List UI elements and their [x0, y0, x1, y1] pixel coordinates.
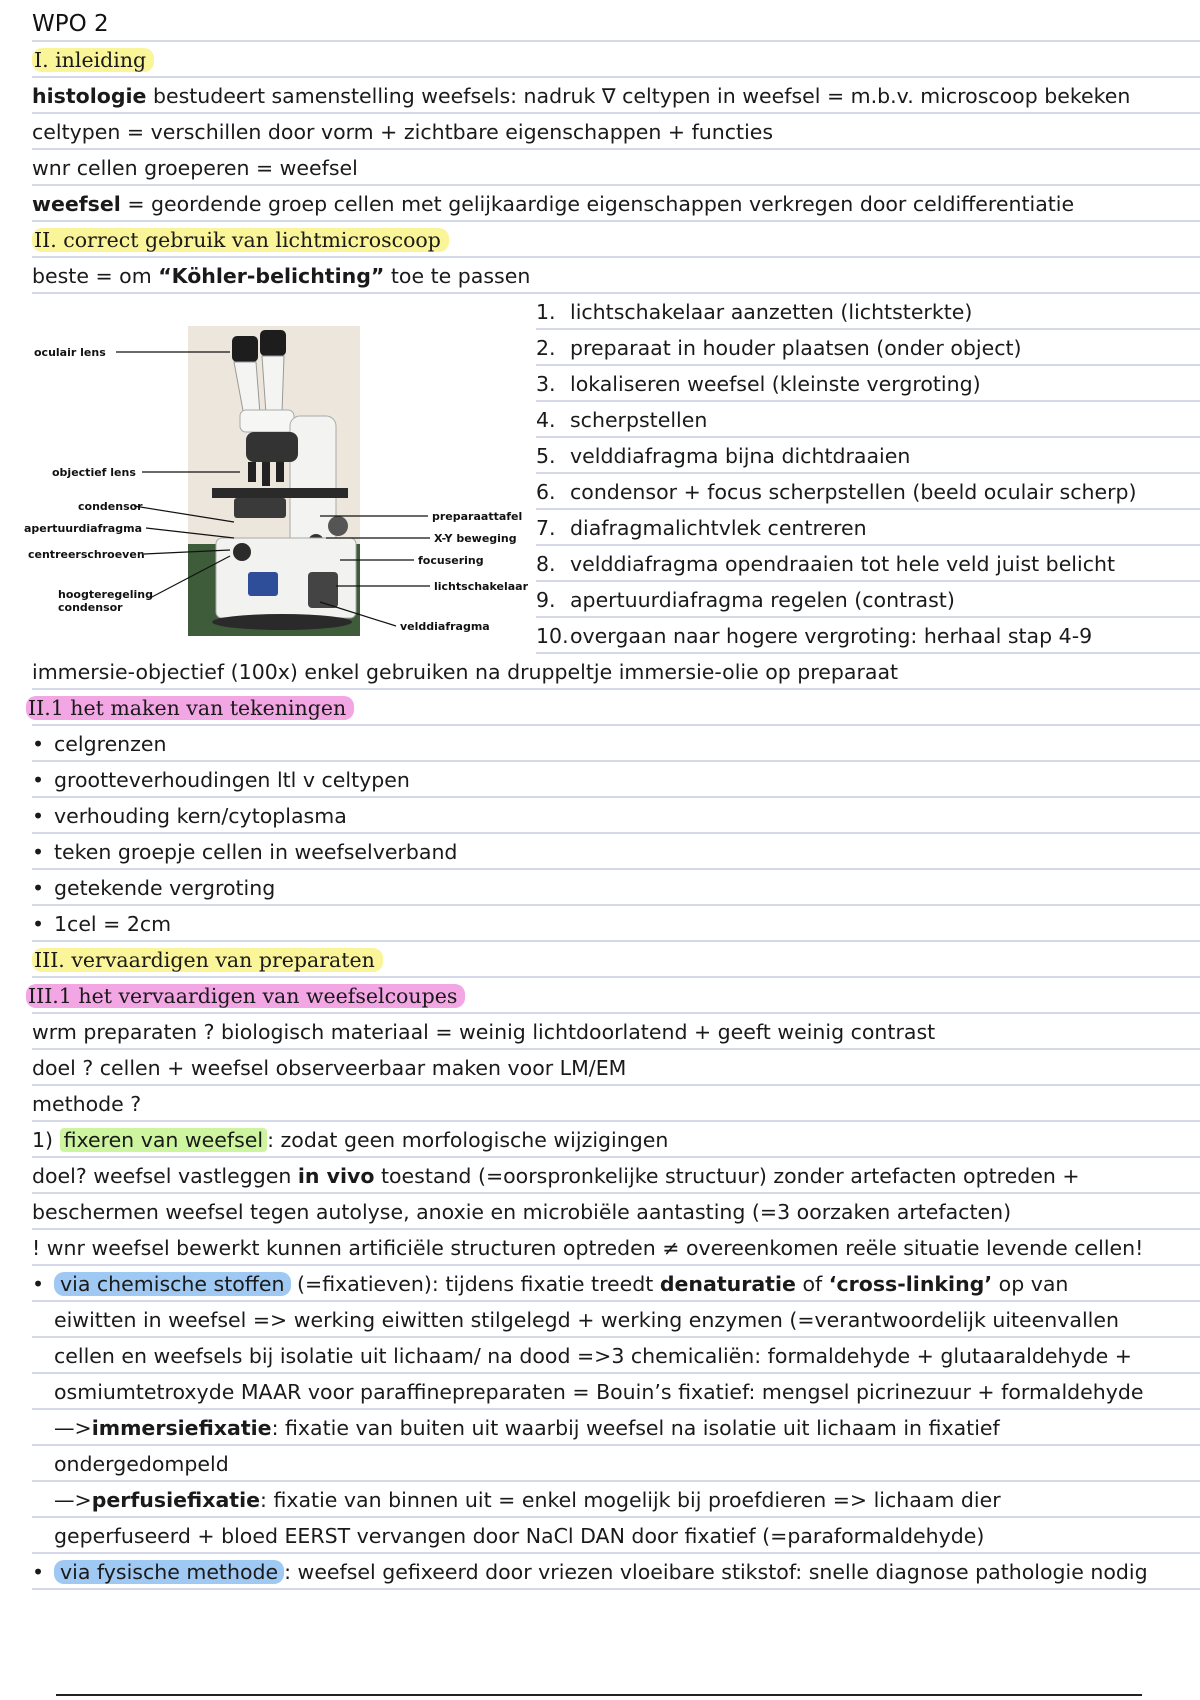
- term-chemisch: via chemische stoffen: [54, 1272, 291, 1296]
- step-text: velddiafragma opendraaien tot hele veld juist belicht: [570, 552, 1116, 576]
- heading-highlight: III.1 het vervaardigen van weefselcoupes: [26, 984, 465, 1008]
- step-text: diafragmalichtvlek centreren: [570, 516, 867, 540]
- list-item: [32, 834, 1200, 870]
- text-line: osmiumtetroxyde MAAR voor paraffinepreparaten = Bouin’s fixatief: mengsel picrinezuur + formaldehyde: [32, 1374, 1200, 1410]
- bullet-icon: •: [32, 912, 45, 936]
- text-line: cellen en weefsels bij isolatie uit lichaam/ na dood =>3 chemicaliën: formaldehyde + glutaaraldehyde +: [32, 1338, 1200, 1374]
- term-in-vivo: in vivo: [297, 1164, 375, 1188]
- list-item: [32, 726, 1200, 762]
- step-5: [536, 438, 1200, 474]
- step-text: condensor + focus scherpstellen (beeld oculair scherp): [570, 480, 1137, 504]
- step-number: 10.: [536, 624, 569, 648]
- bullet-icon: •: [32, 1272, 45, 1296]
- list-text: grootteverhoudingen ltl v celtypen: [54, 768, 410, 792]
- section-heading-3: [32, 942, 1200, 978]
- text-span: beste = om: [32, 264, 159, 288]
- label-hoogte-1: hoogteregeling: [58, 588, 154, 601]
- text-line: [32, 1158, 1200, 1194]
- label-xy: X-Y beweging: [434, 532, 517, 545]
- text-span: : weefsel gefixeerd door vriezen vloeibare stikstof: snelle diagnose pathologie nodig: [284, 1560, 1148, 1584]
- section-heading-2-1: [28, 690, 1200, 726]
- text-span: : fixatie van buiten uit waarbij weefsel na isolatie uit lichaam in fixatief: [271, 1416, 1000, 1440]
- page-title: WPO 2: [32, 6, 1200, 42]
- step-text: overgaan naar hogere vergroting: herhaal stap 4-9: [570, 624, 1093, 648]
- step-4: [536, 402, 1200, 438]
- bullet-icon: •: [32, 804, 45, 828]
- arrow-icon: —>: [54, 1488, 92, 1512]
- label-condensor: condensor: [78, 500, 143, 513]
- step-number: 5.: [536, 444, 556, 468]
- text-span: doel? weefsel vastleggen: [32, 1164, 298, 1188]
- text-line: celtypen = verschillen door vorm + zichtbare eigenschappen + functies: [32, 114, 1200, 150]
- step-text: lichtschakelaar aanzetten (lichtsterkte): [570, 300, 973, 324]
- term-immersiefixatie: immersiefixatie: [91, 1416, 272, 1440]
- label-apertuur: apertuurdiafragma: [24, 522, 142, 535]
- text-line: wnr cellen groeperen = weefsel: [32, 150, 1200, 186]
- term-denaturatie: denaturatie: [659, 1272, 796, 1296]
- text-span: (=fixatieven): tijdens fixatie treedt: [290, 1272, 660, 1296]
- text-line: [32, 1482, 1200, 1518]
- text-span: op van: [992, 1272, 1069, 1296]
- arrow-icon: —>: [54, 1416, 92, 1440]
- bullet-icon: •: [32, 768, 45, 792]
- text-span: : zodat geen morfologische wijzigingen: [267, 1128, 669, 1152]
- text-span: toestand (=oorspronkelijke structuur) zonder artefacten optreden +: [374, 1164, 1080, 1188]
- text-line: [32, 78, 1200, 114]
- step-number: 8.: [536, 552, 556, 576]
- step-1: [536, 294, 1200, 330]
- text-span: of: [795, 1272, 829, 1296]
- step-number: 4.: [536, 408, 556, 432]
- step-10: [536, 618, 1200, 654]
- text-span: = geordende groep cellen met gelijkaardige eigenschappen verkregen door celdifferentiatie: [120, 192, 1075, 216]
- list-item: [32, 1266, 1200, 1302]
- list-item: [32, 1554, 1200, 1590]
- step-2: [536, 330, 1200, 366]
- label-velddiafragma: velddiafragma: [400, 620, 490, 633]
- step-text: velddiafragma bijna dichtdraaien: [570, 444, 911, 468]
- text-line: eiwitten in weefsel => werking eiwitten stilgelegd + werking enzymen (=verantwoordelijk uiteenvallen: [32, 1302, 1200, 1338]
- step-text: preparaat in houder plaatsen (onder object): [570, 336, 1022, 360]
- text-span: toe te passen: [384, 264, 531, 288]
- list-item: [32, 798, 1200, 834]
- step-number: 1.: [536, 300, 556, 324]
- text-line: doel ? cellen + weefsel observeerbaar maken voor LM/EM: [32, 1050, 1200, 1086]
- step-text: lokaliseren weefsel (kleinste vergroting): [570, 372, 981, 396]
- label-hoogte-2: condensor: [58, 601, 123, 614]
- text-line: methode ?: [32, 1086, 1200, 1122]
- section-heading-3-1: [28, 978, 1200, 1014]
- term-weefsel: weefsel: [32, 192, 121, 216]
- list-item: [32, 762, 1200, 798]
- step-number: 6.: [536, 480, 556, 504]
- label-oculair: oculair lens: [34, 346, 106, 359]
- term-histologie: histologie: [32, 84, 147, 108]
- label-centreer: centreerschroeven: [28, 548, 145, 561]
- term-fysisch: via fysische methode: [54, 1560, 284, 1584]
- section-heading-2: [32, 222, 1200, 258]
- label-objectief: objectief lens: [52, 466, 136, 479]
- term-fixeren: fixeren van weefsel: [60, 1128, 268, 1152]
- label-preparaattafel: preparaattafel: [432, 510, 523, 523]
- step-3: [536, 366, 1200, 402]
- term-cross-linking: ‘cross-linking’: [828, 1272, 993, 1296]
- heading-highlight: I. inleiding: [32, 48, 154, 72]
- text-line: [32, 258, 1200, 294]
- step-8: [536, 546, 1200, 582]
- list-item: [32, 870, 1200, 906]
- bullet-icon: •: [32, 840, 45, 864]
- text-line: [32, 186, 1200, 222]
- step-text: scherpstellen: [570, 408, 708, 432]
- list-text: 1cel = 2cm: [54, 912, 172, 936]
- text-span: 1): [32, 1128, 60, 1152]
- text-line: wrm preparaten ? biologisch materiaal = weinig lichtdoorlatend + geeft weinig contrast: [32, 1014, 1200, 1050]
- list-item: [32, 906, 1200, 942]
- step-number: 3.: [536, 372, 556, 396]
- text-line: [32, 1122, 1200, 1158]
- list-text: celgrenzen: [54, 732, 167, 756]
- text-line: geperfuseerd + bloed EERST vervangen door NaCl DAN door fixatief (=paraformaldehyde): [32, 1518, 1200, 1554]
- text-line: [32, 1410, 1200, 1446]
- text-line: beschermen weefsel tegen autolyse, anoxie en microbiële aantasting (=3 oorzaken artefacten): [32, 1194, 1200, 1230]
- text-line: ondergedompeld: [32, 1446, 1200, 1482]
- label-focusering: focusering: [418, 554, 484, 567]
- label-lichtschakelaar: lichtschakelaar: [434, 580, 528, 593]
- heading-highlight: II.1 het maken van tekeningen: [26, 696, 354, 720]
- text-span: bestudeert samenstelling weefsels: nadruk ∇ celtypen in weefsel = m.b.v. microscoop bekeken: [146, 84, 1131, 108]
- microscope-diagram: [20, 316, 530, 652]
- heading-highlight: II. correct gebruik van lichtmicroscoop: [32, 228, 449, 252]
- text-line: ! wnr weefsel bewerkt kunnen artificiële structuren optreden ≠ overeenkomen reële situatie levende cellen!: [32, 1230, 1200, 1266]
- step-number: 7.: [536, 516, 556, 540]
- list-text: teken groepje cellen in weefselverband: [54, 840, 458, 864]
- page-bottom-rule: [56, 1694, 1142, 1696]
- heading-highlight: III. vervaardigen van preparaten: [32, 948, 383, 972]
- step-9: [536, 582, 1200, 618]
- text-line: immersie-objectief (100x) enkel gebruiken na druppeltje immersie-olie op preparaat: [32, 654, 1200, 690]
- step-6: [536, 474, 1200, 510]
- term-kohler: “Köhler-belichting”: [158, 264, 385, 288]
- bullet-icon: •: [32, 876, 45, 900]
- term-perfusiefixatie: perfusiefixatie: [91, 1488, 261, 1512]
- list-text: getekende vergroting: [54, 876, 276, 900]
- list-text: verhouding kern/cytoplasma: [54, 804, 347, 828]
- step-7: [536, 510, 1200, 546]
- bullet-icon: •: [32, 732, 45, 756]
- section-heading-1: [32, 42, 1200, 78]
- bullet-icon: •: [32, 1560, 45, 1584]
- step-number: 9.: [536, 588, 556, 612]
- step-text: apertuurdiafragma regelen (contrast): [570, 588, 955, 612]
- step-number: 2.: [536, 336, 556, 360]
- text-span: : fixatie van binnen uit = enkel mogelijk bij proefdieren => lichaam dier: [260, 1488, 1001, 1512]
